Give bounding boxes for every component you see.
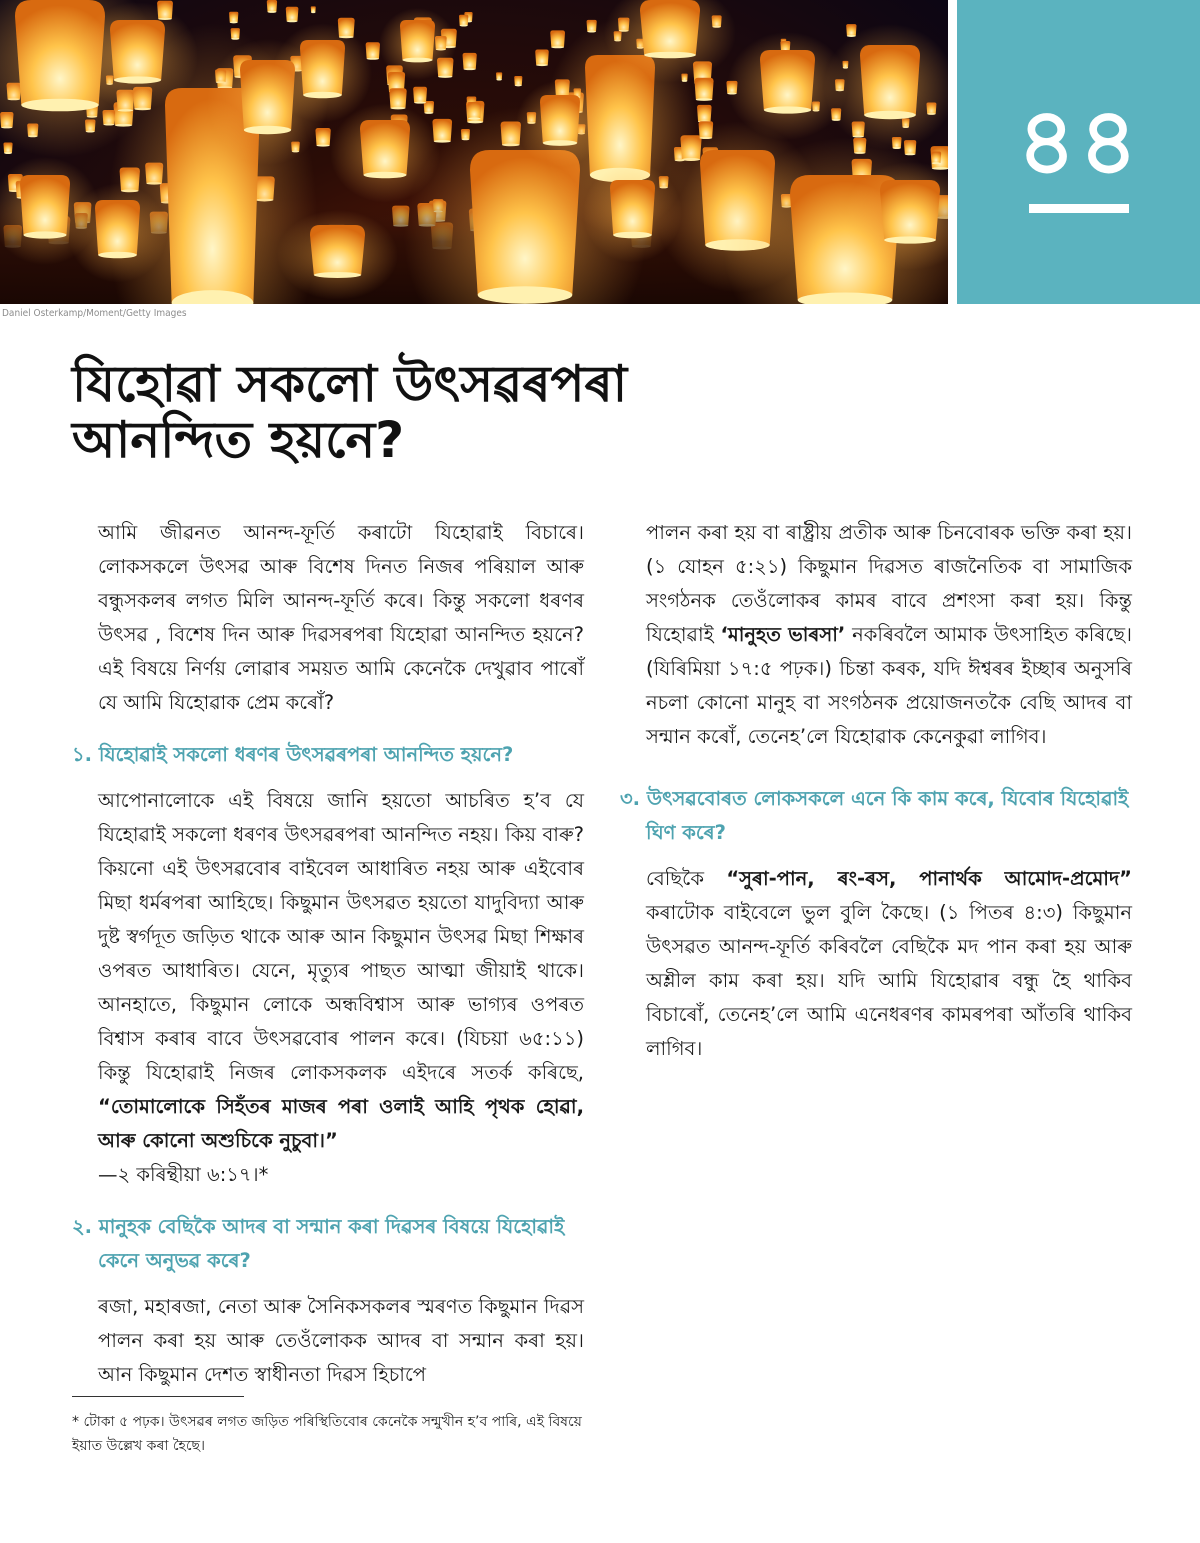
question-3-scripture-quote: “সুৰা-পান, ৰং-ৰস, পানাৰ্থক আমোদ-প্ৰমোদ”: [726, 867, 1133, 890]
lantern: [514, 76, 522, 86]
lantern: [824, 24, 948, 150]
question-3-answer: [620, 862, 1132, 1066]
question-3-lead-word: বেছিকৈ: [646, 867, 704, 890]
lantern: [516, 81, 604, 167]
footnote-divider: [72, 1396, 244, 1397]
question-3-heading: ৩. উৎসৱবোৰত লোকসকলে এনে কি কাম কৰে, যিবোৰ যিহোৱাই ঘিণ কৰে?: [620, 787, 1129, 844]
lantern: [286, 7, 299, 22]
lantern: [496, 72, 502, 80]
photo-credit: Daniel Osterkamp/Moment/Getty Images: [2, 308, 187, 319]
question-2-scripture-quote: ‘মানুহত ভাৰসা’: [720, 623, 846, 646]
lantern: [583, 164, 682, 263]
lantern: [277, 210, 398, 300]
lantern: [535, 50, 549, 67]
question-2-answer-part-1: ৰজা, মহাৰজা, নেতা আৰু সৈনিকসকলৰ স্মৰণত কিছুমান দিৱস পালন কৰা হয় আৰু তেওঁলোকক আদৰ বা সন্মান কৰা হয়। আন কিছুমান দেশত স্বাধীনতা দিৱস হিচাপে: [98, 1295, 584, 1386]
lantern: [695, 78, 714, 101]
lesson-number-underline: [1029, 204, 1129, 213]
footnote: * টোকা ৫ পঢ়ক। উৎসৱৰ লগত জড়িত পৰিস্থিতিবোৰ কেনেকৈ সন্মুখীন হ’ব পাৰি, এই বিষয়ে ইয়াত উল্লেখ কৰা হৈছে।: [72, 1414, 582, 1454]
lesson-number-panel: [957, 0, 1200, 304]
question-1-heading: ১. যিহোৱাই সকলো ধৰণৰ উৎসৱৰপৰা আনন্দিত হয়নে?: [72, 743, 514, 766]
question-2-continued-text-b: নকৰিবলৈ আমাক উৎসাহিত কৰিছে। (যিৰিমিয়া ১৭:৫ পঢ়ক।) চিন্তা কৰক, যদি ঈশ্বৰৰ ইচ্ছাৰ অনুসৰি নচলা কোনো মানুহ বা সংগঠনক প্ৰয়োজনতকৈ বেছি আদৰ বা সন্মান কৰোঁ, তেনেহ’লে যিহোৱাক কেনেকুৱা লাগিব।: [646, 623, 1132, 748]
lantern: [273, 24, 372, 123]
question-2-continued-text-a: পালন কৰা হয় বা ৰাষ্ট্ৰীয় প্ৰতীক আৰু চিনবোৰক ভক্তি কৰা হয়। (১ যোহন ৫:২১) কিছুমান দিৱসত ৰাজনৈতিক বা সামাজিক সংগঠনক তেওঁলোকৰ কামৰ বাবে প্ৰশংসা কৰা হয়। কিন্তু যিহোৱাই: [646, 521, 1132, 646]
lantern-illustration: [0, 0, 948, 304]
lantern: [311, 6, 316, 13]
lantern: [267, 0, 277, 13]
intro-paragraph: আমি জীৱনত আনন্দ-ফূৰ্তি কৰাটো যিহোৱাই বিচাৰে। লোকসকলে উৎসৱ আৰু বিশেষ দিনত নিজৰ পৰিয়াল আৰু বন্ধুসকলৰ লগত মিলি আনন্দ-ফূৰ্তি কৰে। কিন্তু সকলো ধৰণৰ উৎসৱ , বিশেষ দিন আৰু দিৱসৰপৰা যিহোৱা আনন্দিত হয়নে? এই বিষয়ে নিৰ্ণয় লোৱাৰ সময়ত আমি কেনেকৈ দেখুৱাব পাৰোঁ যে আমি যিহোৱাক প্ৰেম কৰোঁ?: [98, 521, 584, 714]
left-column: [72, 516, 584, 1392]
right-column: [620, 516, 1132, 1066]
lantern: [229, 12, 238, 24]
hero-photo-sky-lanterns: [0, 0, 948, 304]
lantern: [550, 30, 565, 48]
question-1-body: আপোনালোকে এই বিষয়ে জানি হয়তো আচৰিত হ’ব যে যিহোৱাই সকলো ধৰণৰ উৎসৱৰপৰা আনন্দিত নহয়। কিয় বাৰু? কিয়নো এই উৎসৱবোৰ বাইবেল আধাৰিত নহয় আৰু এইবোৰ মিছা ধৰ্মৰপৰা আহিছে। কিছুমান উৎসৱত হয়তো যাদুবিদ্যা আৰু দুষ্ট স্বৰ্গদূত জড়িত থাকে আৰু আন কিছুমান উৎসৱ মিছা শিক্ষাৰ ওপৰত আধাৰিত। যেনে, মৃত্যুৰ পাছত আত্মা জীয়াই থাকে। আনহাতে, কিছুমান লোকে অন্ধবিশ্বাস আৰু ভাগ্যৰ ওপৰত বিশ্বাস কৰাৰ বাবে উৎসৱবোৰ পালন কৰে। (যিচয়া ৬৫:১১) কিন্তু যিহোৱাই নিজৰ লোকসকলক এইদৰে সতৰ্ক কৰিছে,: [98, 789, 584, 1084]
lantern: [459, 15, 468, 27]
lantern: [463, 53, 477, 70]
lesson-number: ৪৪: [1016, 88, 1141, 195]
lantern: [379, 8, 456, 80]
question-1-scripture-quote: “তোমালোকে সিহঁতৰ মাজৰ পৰা ওলাই আহি পৃথক হোৱা, আৰু কোনো অশুচিকে নুচুবা।”: [98, 1095, 584, 1152]
question-3-body: কৰাটোক বাইবেলে ভুল বুলি কৈছে। (১ পিতৰ ৪:৩) কিছুমান উৎসৱত আনন্দ-ফূৰ্তি কৰিবলৈ বেছিকৈ মদ পান কৰা হয় আৰু অশ্লীল কাম কৰা হয়। যদি আমি যিহোৱাৰ বন্ধু হৈ থাকিব বিচাৰোঁ, তেনেহ’লে আমি এনেধৰণৰ কামৰপৰা আঁতৰি থাকিব লাগিব।: [646, 901, 1132, 1060]
lantern: [697, 105, 711, 123]
question-2-answer-part-2: [620, 516, 1132, 754]
question-1-scripture-reference: —২ কৰিন্থীয়া ৬:১৭।*: [98, 1163, 269, 1186]
question-2-heading: ২. মানুহক বেছিকৈ আদৰ বা সন্মান কৰা দিৱসৰ বিষয়ে যিহোৱাই কেনে অনুভৱ কৰে?: [72, 1215, 565, 1272]
lantern: [413, 87, 427, 104]
lantern: [68, 184, 167, 283]
lantern: [931, 152, 941, 165]
question-1-answer: [72, 784, 584, 1192]
page-title: যিহোৱা সকলো উৎসৱৰপৰা আনন্দিত হয়নে?: [72, 355, 628, 469]
